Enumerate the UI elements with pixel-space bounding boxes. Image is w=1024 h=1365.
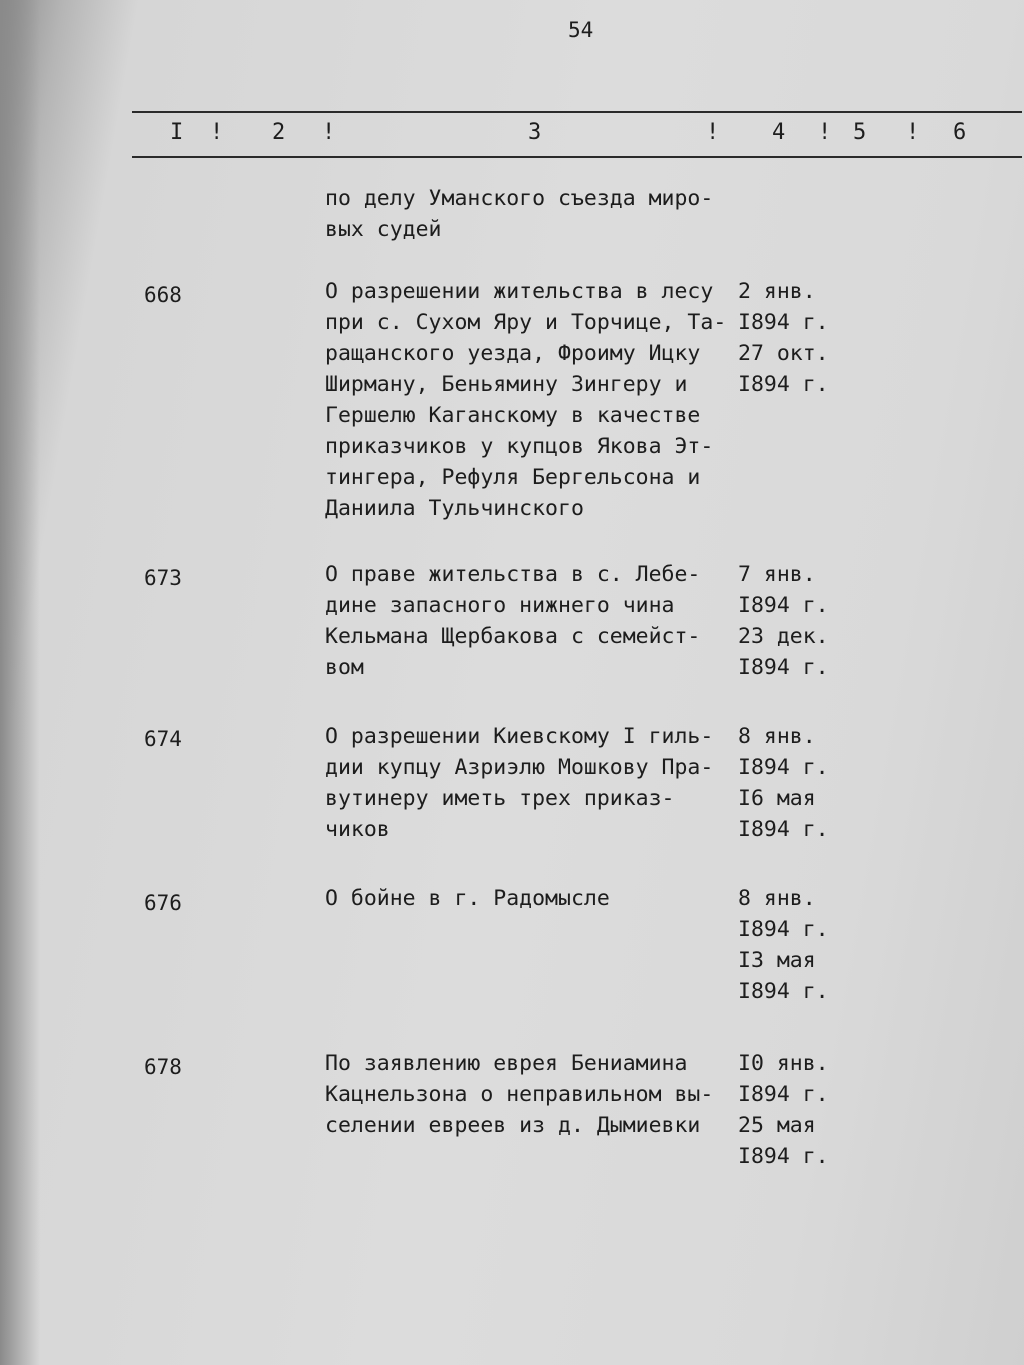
entry-line: О разрешении Киевскому I гиль- [325,724,714,749]
entry-line: О бойне в г. Радомысле [325,886,610,911]
entry-date: 25 мая [738,1113,816,1138]
entry-number: 676 [144,891,182,915]
entry-line: ращанского уезда, Фроиму Ицку [325,341,701,366]
entry-date: I894 г. [738,655,829,680]
column-separator: ! [210,120,224,145]
header-top-rule [132,111,1022,113]
entry-description [325,1048,713,1141]
entry-dates [738,276,829,400]
entry-line: вом [325,655,364,680]
entry-line: чиков [325,817,390,842]
column-header-1: I [170,120,184,145]
entry-description [325,183,713,245]
column-separator: ! [906,120,920,145]
entry-line: селении евреев из д. Дымиевки [325,1113,701,1138]
entry-line: Ширману, Беньямину Зингеру и [325,372,688,397]
column-header-5: 5 [853,120,867,145]
column-separator: ! [706,120,720,145]
column-separator: ! [322,120,336,145]
entry-date: I894 г. [738,979,829,1004]
entry-number: 674 [144,727,182,751]
entry-date: I894 г. [738,310,829,335]
entry-date: 8 янв. [738,886,816,911]
entry-dates [738,559,829,683]
entry-date: 27 окт. [738,341,829,366]
entry-line: вых судей [325,217,442,242]
entry-number: 668 [144,283,182,307]
entry-dates [738,1048,829,1172]
entry-date: I0 янв. [738,1051,829,1076]
column-header-3: 3 [528,120,542,145]
entry-date: I894 г. [738,817,829,842]
entry-date: I894 г. [738,917,829,942]
entry-line: дии купцу Азриэлю Мошкову Пра- [325,755,714,780]
entry-date: I894 г. [738,1082,829,1107]
entry-line: при с. Сухом Яру и Торчице, Та- [325,310,727,335]
column-header-4: 4 [772,120,786,145]
entry-description [325,721,713,845]
entry-line: Кацнельзона о неправильном вы- [325,1082,714,1107]
column-header-2: 2 [272,120,286,145]
entry-line: Кельмана Щербакова с семейст- [325,624,701,649]
entry-line: приказчиков у купцов Якова Эт- [325,434,714,459]
header-bottom-rule [132,156,1022,158]
entry-number: 673 [144,566,182,590]
entry-date: I6 мая [738,786,816,811]
entry-line: по делу Уманского съезда миро- [325,186,714,211]
entry-date: I894 г. [738,755,829,780]
entry-description [325,276,726,524]
column-header-6: 6 [953,120,967,145]
entry-line: О праве жительства в с. Лебе- [325,562,701,587]
entry-line: Даниила Тульчинского [325,496,584,521]
entry-date: I894 г. [738,1144,829,1169]
entry-description [325,559,700,683]
entry-date: 23 дек. [738,624,829,649]
page-number: 54 [568,18,594,42]
entry-description [325,883,610,914]
entry-line: По заявлению еврея Бениамина [325,1051,688,1076]
entry-date: I894 г. [738,593,829,618]
entry-line: дине запасного нижнего чина [325,593,675,618]
binding-shadow [0,0,40,1365]
entry-line: Гершелю Каганскому в качестве [325,403,701,428]
entry-line: О разрешении жительства в лесу [325,279,714,304]
entry-date: I894 г. [738,372,829,397]
entry-dates [738,721,829,845]
entry-dates [738,883,829,1007]
entry-number: 678 [144,1055,182,1079]
entry-date: 2 янв. [738,279,816,304]
entry-line: вутинеру иметь трех приказ- [325,786,675,811]
column-separator: ! [818,120,832,145]
entry-date: 8 янв. [738,724,816,749]
entry-date: I3 мая [738,948,816,973]
entry-date: 7 янв. [738,562,816,587]
entry-line: тингера, Рефуля Бергельсона и [325,465,701,490]
